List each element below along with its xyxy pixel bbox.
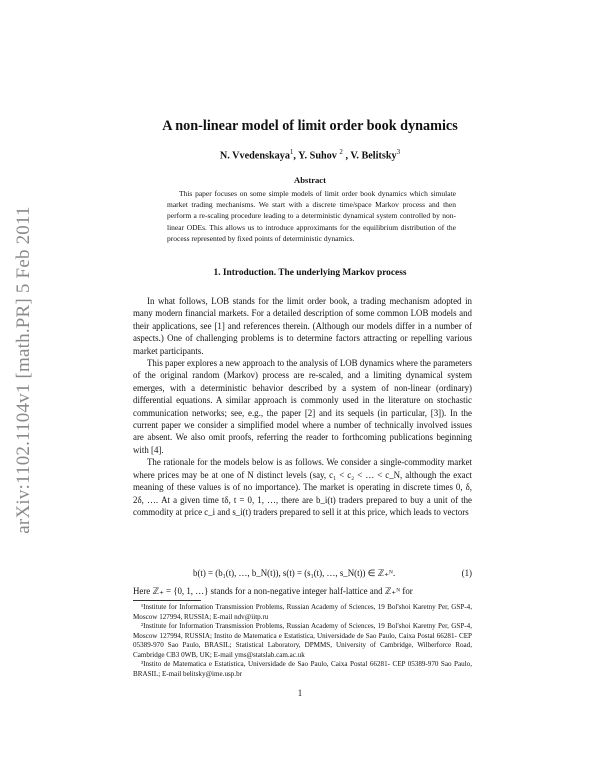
- author-name: N. Vvedenskaya: [219, 150, 290, 162]
- affiliation-mark: 1: [289, 148, 294, 156]
- author-list: N. Vvedenskaya$^1$, Y. Suhov $^2$ , V. Belitsky$^3$: [219, 148, 401, 162]
- body-text: [133, 295, 472, 518]
- section-heading: 1. Introduction. The underlying Markov process: [213, 268, 407, 278]
- footnotes: [133, 603, 472, 679]
- equation-formula: b(t) = (b₁(t), …, b_N(t)), s(t) = (s₁(t), …, s_N(t)) ∈ ℤ₊ᴺ.: [193, 568, 396, 578]
- abstract-text: This paper focuses on some simple models of limit order book dynamics which simulate market trading mechanisms. We start with a discrete time/space Markov process and then perform a re-scaling procedure leading to a deterministic dynamical system controlled by non-linear ODEs. This allows us to introduce approximants for the equilibrium distribution of the process represented by fixed points of deterministic dynamics.: [167, 189, 456, 243]
- page-number: 1: [297, 688, 303, 698]
- arxiv-id: arXiv:1102.1104v1 [math.PR] 5 Feb 2011: [13, 206, 34, 534]
- footnote: ¹Institute for Information Transmission Problems, Russian Academy of Sciences, 19 Bol'shoi Karetny Per, GSP-4, Moscow 127994, RUSSIA; E-mail ndv@iitp.ru: [133, 603, 472, 621]
- footnote: ³Instito de Matematica e Estatistica, Universidade de Sao Paulo, Caixa Postal 66281- CEP 05389-970 Sao Paulo, BRASIL; E-mail belitsky@ime.usp.br: [133, 660, 472, 678]
- abstract-heading: Abstract: [294, 175, 326, 185]
- author-name: Y. Suhov: [298, 150, 337, 162]
- paragraph-continuation: Here ℤ₊ = {0, 1, …} stands for a non-negative integer half-lattice and ℤ₊ᴺ for: [133, 586, 413, 596]
- paragraph: This paper explores a new approach to the analysis of LOB dynamics where the parameters of the original random (Markov) process are re-scaled, and a limiting dynamical system emerges, with a deterministic behavior described by a system of non-linear (ordinary) differential equations. A similar approach is commonly used in the literature on stochastic communication networks; see, e.g., the paper [2] and its sequels (in particular, [3]). In the current paper we consider a simplified model where a number of technically involved issues are absent. We also omit proofs, referring the reader to forthcoming publications beginning with [4].: [133, 358, 472, 455]
- affiliation-mark: 3: [396, 148, 401, 156]
- equation-number: (1): [461, 568, 472, 578]
- footnote-rule: [133, 600, 201, 601]
- footnote: ²Institute for Information Transmission Problems, Russian Academy of Sciences, 19 Bol'shoi Karetny Per, GSP-4, Moscow 127994, RUSSIA; Instito de Matematica e Estatistica, Universidade de Sao Paulo, Caixa Postal 66281- CEP 05389-970 Sao Paulo, BRASIL; Statistical Laboratory, DPMMS, University of Cambridge, Wilberforce Road, Cambridge CB3 0WB, UK; E-mail yms@statslab.cam.ac.uk: [133, 622, 472, 659]
- arxiv-sidebar-stamp: [4, 190, 44, 550]
- paragraph: In what follows, LOB stands for the limit order book, a trading mechanism adopted in many modern financial markets. For a detailed description of some common LOB models and their applications, see [1] and references therein. (Although our models differ in a number of aspects.) One of challenging problems is to determine factors attracting or repelling various market participants.: [133, 296, 472, 356]
- paper-title: A non-linear model of limit order book dynamics: [162, 118, 458, 134]
- author-name: V. Belitsky: [350, 150, 397, 162]
- affiliation-mark: 2: [339, 148, 343, 156]
- paragraph: The rationale for the models below is as follows. We consider a single-commodity market where prices may be at one of N distinct levels (say, c₁ < c₂ < … < c_N, although the exact meaning of these values is of no importance). The market is operating in discrete times 0, δ, 2δ, …. At a given time tδ, t = 0, 1, …, there are b_i(t) traders prepared to buy a unit of the commodity at price c_i and s_i(t) traders prepared to sell it at this price, which leads to vectors: [133, 457, 472, 517]
